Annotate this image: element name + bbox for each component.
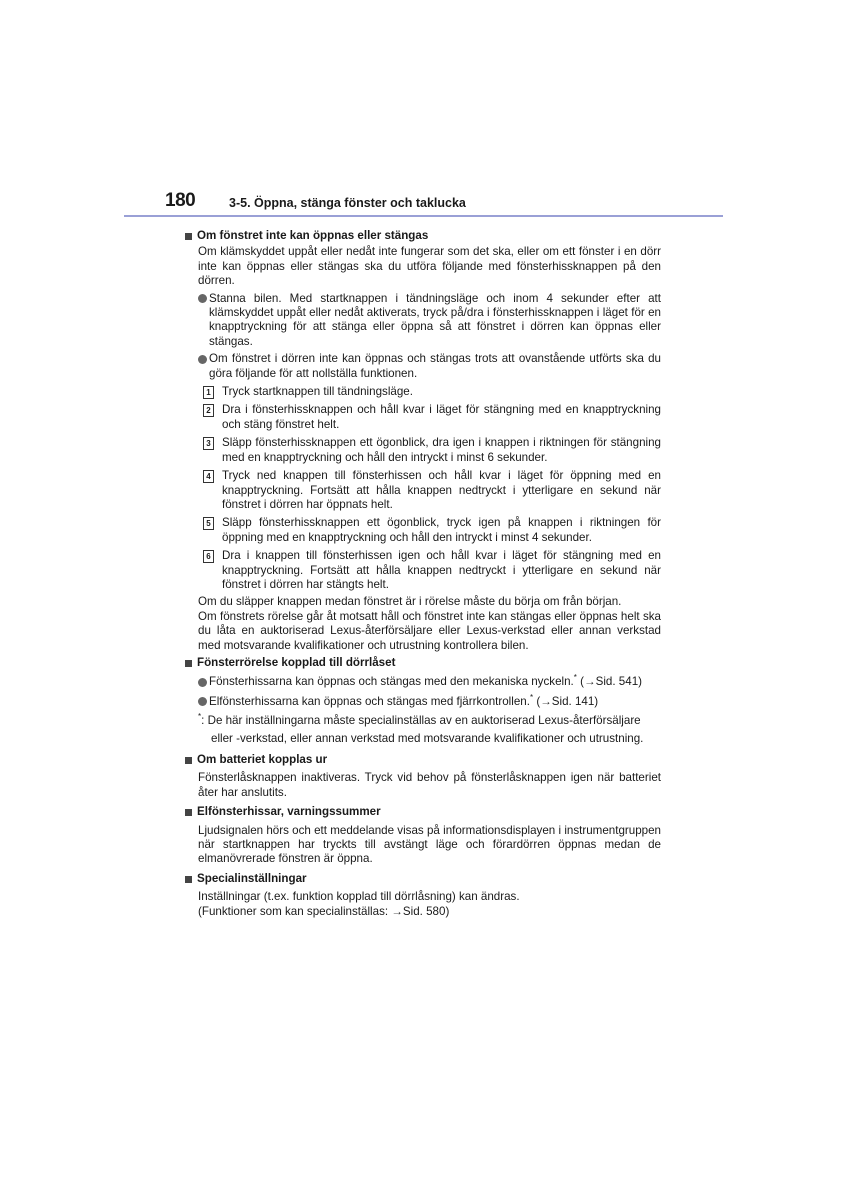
square-bullet-icon — [185, 660, 192, 667]
step-item — [203, 403, 661, 432]
step-text: Släpp fönsterhissknappen ett ögonblick, dra igen i knappen i riktningen för stängning med en knapptryckning och håll den intryckt i minst 6 sekunder. — [222, 436, 661, 464]
section-paragraph: Ljudsignalen hörs och ett meddelande visas på informationsdisplayen i instrumentgruppen när startknappen har tryckts till avstängt läge och förardörren öppnas medan de elmanövrerade fönstren är öppna. — [198, 823, 661, 866]
page-reference: (→Sid. 541) — [580, 675, 642, 689]
section-paragraph: Om du släpper knappen medan fönstret är i rörelse måste du börja om från början. — [198, 595, 622, 609]
bullet-item — [198, 675, 661, 689]
bullet-item — [198, 292, 661, 350]
step-text: Tryck startknappen till tändningsläge. — [222, 385, 413, 399]
step-item — [203, 385, 661, 399]
section-heading — [185, 753, 661, 767]
square-bullet-icon — [185, 809, 192, 816]
page-number: 180 — [165, 190, 196, 211]
step-number-badge: 4 — [203, 470, 214, 483]
step-number-badge: 5 — [203, 517, 214, 530]
section-paragraph: Fönsterlåsknappen inaktiveras. Tryck vid behov på fönsterlåsknappen igen när batteriet åter har anslutits. — [198, 771, 661, 799]
step-text: Dra i knappen till fönsterhissen igen och håll kvar i läget för stängning med en knapptryckning. Fortsätt att hålla knappen nedtryckt i ytterligare en sekund när fönstret i dörren har stängts helt. — [222, 549, 661, 591]
circle-bullet-icon — [198, 355, 207, 364]
section-paragraph: Om klämskyddet uppåt eller nedåt inte fungerar som det ska, eller om ett fönster i en dörr inte kan öppnas eller stängas ska du utföra följande med fönsterhissknappen på den dörren. — [198, 245, 661, 288]
step-text: Tryck ned knappen till fönsterhissen och håll kvar i läget för öppning med en knapptryckning. Fortsätt att hålla knappen nedtryckt i ytterligare en sekund när fönstret i dörren har öppnats helt. — [222, 469, 661, 511]
section-title: Om fönstret inte kan öppnas eller stängas — [197, 229, 429, 242]
step-text: Släpp fönsterhissknappen ett ögonblick, tryck igen på knappen i riktningen för öppning med en knapptryckning och håll den intryckt i minst 4 sekunder. — [222, 516, 661, 544]
circle-bullet-icon — [198, 678, 207, 687]
section-paragraph: Om fönstrets rörelse går åt motsatt håll och fönstret inte kan stängas eller öppnas helt ska du låta en auktoriserad Lexus-återförsäljare eller Lexus-verkstad eller annan verkstad med motsvarande kvalifikationer och utrustning kontrollera bilen. — [198, 609, 661, 652]
step-item — [203, 436, 661, 465]
bullet-text: Stanna bilen. Med startknappen i tändningsläge och inom 4 sekunder efter att klämskyddet uppåt eller nedåt aktiverats, tryck på/dra i fönsterhissknappen i läget för en knapptryckning för att stänga eller öppna så att fönstret i dörren kan öppnas eller stängas. — [209, 291, 661, 348]
step-item — [203, 516, 661, 545]
bullet-item — [198, 352, 661, 381]
section-heading — [185, 872, 661, 886]
section-title: Elfönsterhissar, varningssummer — [197, 805, 381, 819]
footnote-text: : De här inställningarna måste specialinställas av en auktoriserad Lexus-återförsäljare — [201, 714, 641, 728]
step-number-badge: 1 — [203, 386, 214, 399]
footnote-marker: * — [529, 692, 534, 702]
step-item — [203, 469, 661, 512]
footnote-text: eller -verkstad, eller annan verkstad med motsvarande kvalifikationer och utrustning. — [211, 731, 644, 745]
section-paragraph: Inställningar (t.ex. funktion kopplad till dörrlåsning) kan ändras. — [198, 890, 520, 904]
header-divider — [124, 215, 723, 217]
bullet-text: Fönsterhissarna kan öppnas och stängas med den mekaniska nyckeln.* (→Sid. 541) — [209, 673, 642, 689]
bullet-text: Om fönstret i dörren inte kan öppnas och stängas trots att ovanstående utförts ska du göra följande för att nollställa funktionen. — [209, 352, 661, 380]
section-heading — [185, 656, 661, 670]
section-paragraph: (Funktioner som kan specialinställas: →Sid. 580) — [198, 904, 450, 918]
section-heading — [185, 229, 661, 243]
step-text: Dra i fönsterhissknappen och håll kvar i läget för stängning med en knapptryckning och stäng fönstret helt. — [222, 403, 661, 431]
bullet-item — [198, 692, 661, 709]
chapter-title: 3-5. Öppna, stänga fönster och taklucka — [229, 196, 466, 210]
circle-bullet-icon — [198, 697, 207, 706]
circle-bullet-icon — [198, 294, 207, 303]
footnote — [198, 714, 661, 746]
step-number-badge: 3 — [203, 437, 214, 450]
square-bullet-icon — [185, 233, 192, 240]
step-number-badge: 2 — [203, 404, 214, 417]
footnote-marker: * — [573, 673, 577, 683]
section-heading — [185, 805, 661, 819]
step-item — [203, 549, 661, 592]
section-title: Fönsterrörelse kopplad till dörrlåset — [197, 655, 396, 669]
footnote-marker: * — [198, 712, 202, 722]
square-bullet-icon — [185, 757, 192, 764]
bullet-text: Elfönsterhissarna kan öppnas och stängas med fjärrkontrollen.* (→Sid. 141) — [209, 692, 599, 708]
section-title: Specialinställningar — [197, 871, 307, 885]
step-number-badge: 6 — [203, 550, 214, 563]
square-bullet-icon — [185, 876, 192, 883]
page-content — [185, 226, 661, 919]
page-reference: (→Sid. 141) — [536, 694, 599, 708]
section-title: Om batteriet kopplas ur — [197, 753, 328, 766]
